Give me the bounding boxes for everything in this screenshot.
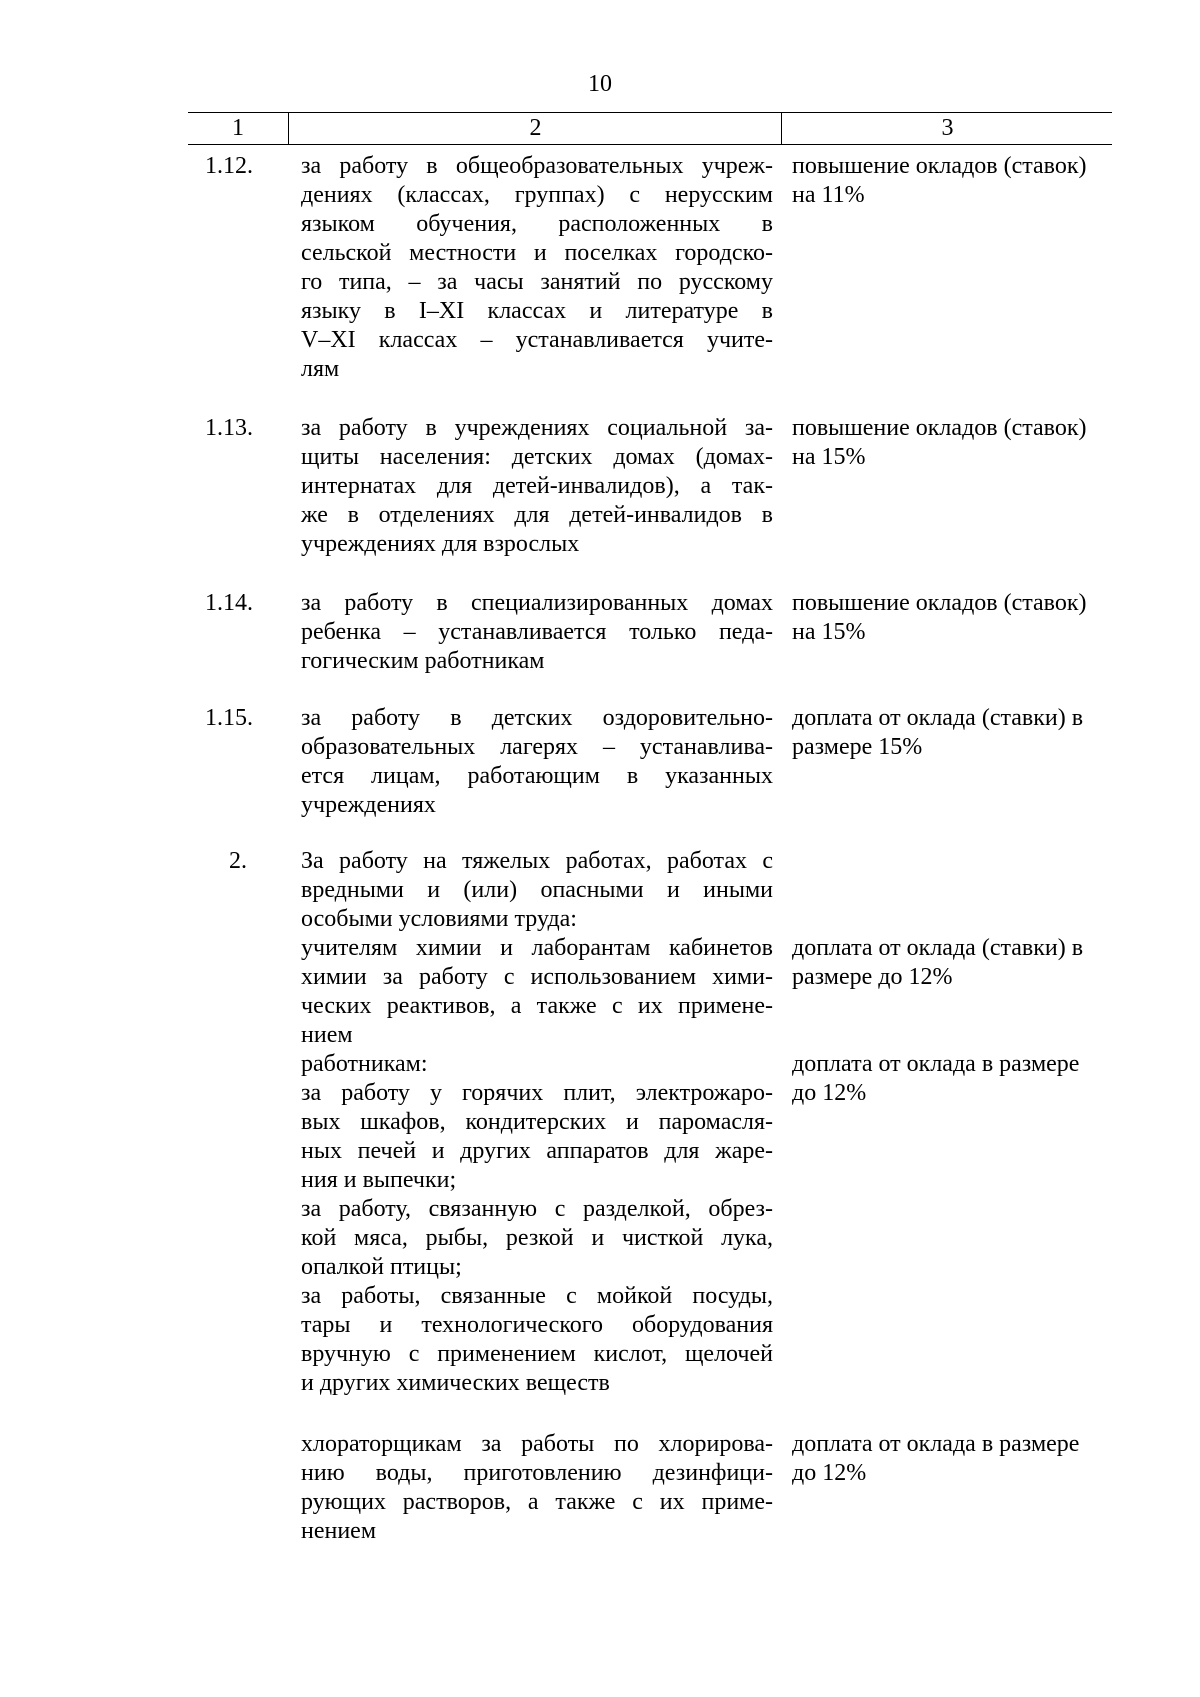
text-line: же в отделениях для детей-инвалидов в [301,502,773,528]
text-line: нением [301,1518,377,1544]
text-line: лям [301,356,340,382]
row-number: 1.13. [205,415,253,441]
value-line: на 15% [792,444,866,470]
section-intro [301,847,773,934]
text-line: ребенка – устанавливается только педа- [301,619,773,645]
text-line: за работы, связанные с мойкой посуды, [301,1283,773,1309]
text-line: ется лицам, работающим в указанных [301,763,773,789]
text-line: V–XI классах – устанавливается учите- [301,327,773,353]
text-line: за работу в специализированных домах [301,590,773,616]
row-value [792,414,1122,472]
value-line: на 15% [792,619,866,645]
row-value [792,704,1122,762]
text-line: кой мяса, рыбы, резкой и чисткой лука, [301,1225,773,1251]
text-line: рующих растворов, а также с их приме- [301,1489,773,1515]
header-col-2: 2 [288,113,782,144]
row-description [301,1430,773,1546]
row-description [301,589,773,676]
text-line: за работу в общеобразовательных учреж- [301,153,773,179]
row-description [301,1050,773,1398]
value-line: повышение окладов (ставок) [792,415,1087,441]
value-line: до 12% [792,1080,867,1106]
text-line: За работу на тяжелых работах, работах с [301,848,773,874]
row-number: 1.14. [205,590,253,616]
row-value [792,152,1122,210]
text-line: сельской местности и поселках городско- [301,240,773,266]
row-description [301,704,773,820]
text-line: опалкой птицы; [301,1254,462,1280]
text-line: за работу в учреждениях социальной за- [301,415,773,441]
value-line: доплата от оклада (ставки) в [792,935,1084,961]
text-line: учителям химии и лаборантам кабинетов [301,935,773,961]
text-line: ния и выпечки; [301,1167,457,1193]
row-description [301,414,773,559]
text-line: образовательных лагерях – устанавлива- [301,734,773,760]
text-line: особыми условиями труда: [301,906,577,932]
text-line: работникам: [301,1051,428,1077]
row-description [301,152,773,384]
row-value [792,934,1122,992]
text-line: ческих реактивов, а также с их примене- [301,993,773,1019]
text-line: химии за работу с использованием хими- [301,964,773,990]
page-number: 10 [588,71,612,97]
value-line: до 12% [792,1460,867,1486]
text-line: языком обучения, расположенных в [301,211,773,237]
text-line: интернатах для детей-инвалидов), а так- [301,473,773,499]
text-line: вручную с применением кислот, щелочей [301,1341,773,1367]
row-value [792,589,1122,647]
value-line: повышение окладов (ставок) [792,153,1087,179]
value-line: размере до 12% [792,964,953,990]
text-line: языку в I–XI классах и литературе в [301,298,773,324]
value-line: размере 15% [792,734,923,760]
text-line: дениях (классах, группах) с нерусским [301,182,773,208]
text-line: за работу, связанную с разделкой, обрез- [301,1196,773,1222]
value-line: доплата от оклада в размере [792,1431,1080,1457]
text-line: учреждениях [301,792,436,818]
row-value [792,1430,1122,1488]
text-line: щиты населения: детских домах (домах- [301,444,773,470]
text-line: гогическим работникам [301,648,545,674]
row-description [301,934,773,1050]
header-col-1: 1 [232,115,244,141]
value-line: доплата от оклада в размере [792,1051,1080,1077]
value-line: на 11% [792,182,865,208]
value-line: повышение окладов (ставок) [792,590,1087,616]
text-line: вредными и (или) опасными и иными [301,877,773,903]
text-line: хлораторщикам за работы по хлорирова- [301,1431,773,1457]
text-line: и других химических веществ [301,1370,610,1396]
row-number: 1.15. [205,705,253,731]
value-line: доплата от оклада (ставки) в [792,705,1084,731]
text-line: ных печей и других аппаратов для жаре- [301,1138,773,1164]
text-line: тары и технологического оборудования [301,1312,773,1338]
text-line: нием [301,1022,353,1048]
header-col-3: 3 [781,113,1113,144]
text-line: вых шкафов, кондитерских и паромасля- [301,1109,773,1135]
row-number: 2. [229,848,247,874]
text-line: нию воды, приготовлению дезинфици- [301,1460,773,1486]
row-value [792,1050,1122,1108]
text-line: за работу в детских оздоровительно- [301,705,773,731]
table-header [188,112,1112,145]
text-line: учреждениях для взрослых [301,531,580,557]
text-line: за работу у горячих плит, электрожаро- [301,1080,773,1106]
row-number: 1.12. [205,153,253,179]
text-line: го типа, – за часы занятий по русскому [301,269,773,295]
